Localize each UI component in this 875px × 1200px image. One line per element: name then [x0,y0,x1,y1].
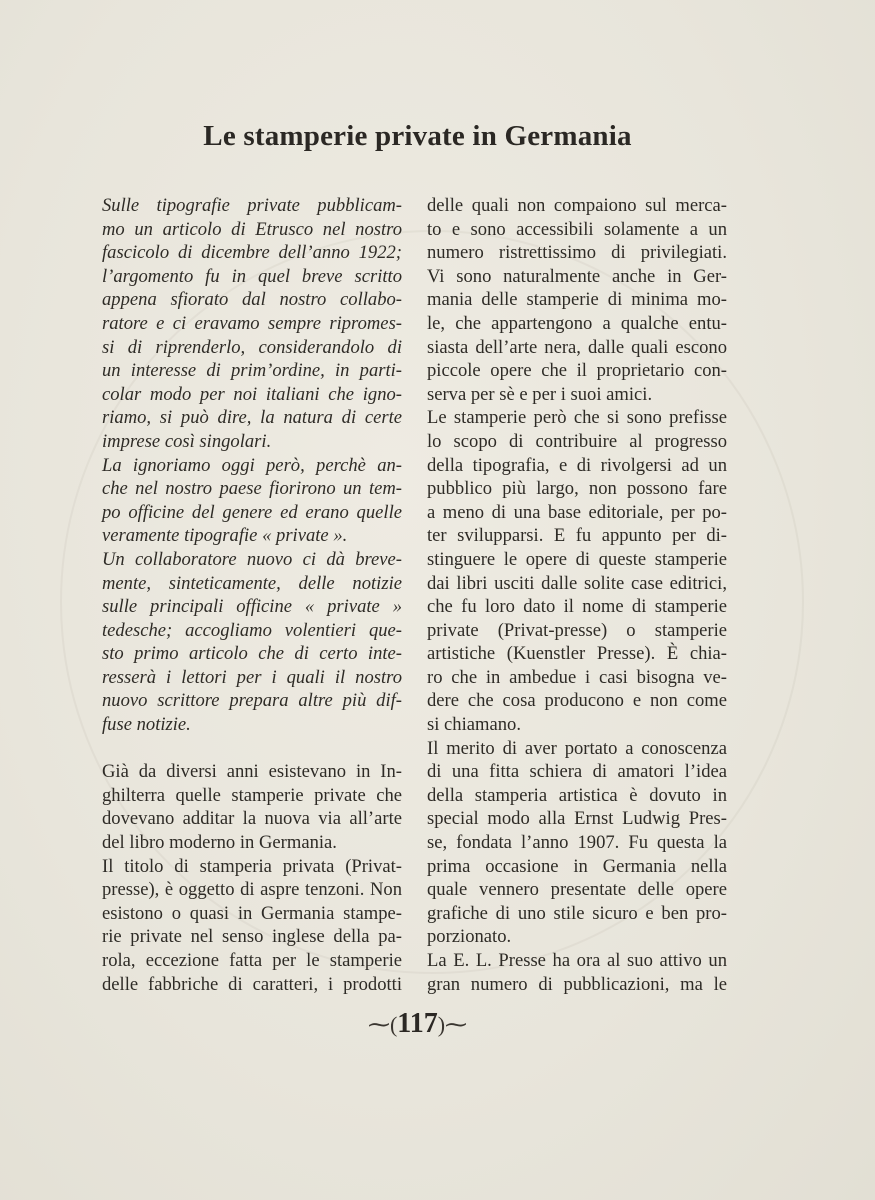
intro-line: La ignoriamo oggi però, perchè an- [102,454,402,476]
page-number [0,1008,835,1040]
body-line: le, che appartengono a qualche entu- [427,312,727,334]
intro-line: resserà i lettori per i quali il nostro [102,666,402,688]
page-number-ornament-right: )⁓ [437,1012,468,1037]
body-line: ghilterra quelle stamperie private che [102,784,402,806]
body-line: Il merito di aver portato a conoscenza [427,737,727,759]
body-line: di una fitta schiera di amatori l’idea [427,761,727,783]
body-paragraph [102,760,402,996]
body-line: presse), è oggetto di aspre tenzoni. Non [102,879,402,901]
intro-line: nuovo scrittore prepara altre più dif- [102,690,402,712]
body-line: esistono o quasi in Germania stampe- [102,902,402,924]
body-line: piccole opere che il proprietario con- [427,360,727,382]
left-column [102,194,402,996]
intro-line: riamo, si può dire, la natura di certe [102,407,402,429]
body-line: a meno di una base editoriale, per po- [427,501,727,523]
body-line: pubblico più largo, non possono fare [427,478,727,500]
intro-line: sulle principali officine « private » [102,596,402,618]
body-line: ro che in ambedue i casi bisogna ve- [427,666,727,688]
intro-line: sto primo articolo che di certo inte- [102,643,402,665]
page-title: Le stamperie private in Germania [203,120,632,152]
body-line: dai libri usciti dalle solite case editrici, [427,572,727,594]
body-line: delle quali non compaiono sul merca- [427,195,727,216]
intro-line: appena sfiorato dal nostro collabo- [102,289,402,311]
intro-line: veramente tipografie « private ». [102,525,348,547]
body-line: rola, eccezione fatta per le stamperie [102,950,402,971]
body-line: rie private nel senso inglese della pa- [102,926,402,948]
body-line: se, fondata l’anno 1907. Fu questa la [427,832,727,854]
body-line: ter svilupparsi. E fu appunto per di- [427,525,727,547]
body-line: si chiamano. [427,714,521,736]
intro-line: l’argomento fu in quel breve scritto [102,265,402,287]
body-line: La E. L. Presse ha ora al suo attivo un [427,950,727,971]
intro-line: si di riprenderlo, considerandolo di [102,336,402,358]
intro-line: fuse notizie. [102,714,191,736]
body-line: delle fabbriche di caratteri, i prodotti [102,973,402,995]
body-line: siasta dell’arte nera, dalle quali escono [427,336,727,358]
body-line: dovevano additar la nuova via all’arte [102,808,402,830]
intro-line: che nel nostro paese fiorirono un tem- [102,478,402,500]
body-line: quale vennero presentate delle opere [427,879,727,901]
page-number-value: 117 [397,1008,438,1039]
body-line: dere che cosa producono e non come [427,690,727,712]
intro-line: po officine del genere ed erano quelle [102,501,402,523]
body-line: Le stamperie però che si sono prefisse [427,407,727,429]
body-line: della stamperia artistica è dovuto in [427,784,727,806]
body-line: private (Privat-presse) o stamperie [427,619,727,641]
body-line: lo scopo di contribuire al progresso [427,430,727,452]
intro-line: Un collaboratore nuovo ci dà breve- [102,548,402,570]
intro-line: mo un articolo di Etrusco nel nostro [102,218,402,240]
body-line: Vi sono naturalmente anche in Ger- [427,265,727,287]
intro-paragraph [102,194,402,737]
body-line: della tipografia, e di rivolgersi ad un [427,454,727,476]
intro-line: ratore e ci eravamo sempre ripromes- [102,312,402,334]
body-line: prima occasione in Germania nella [427,855,727,877]
body-line: serva per sè e per i suoi amici. [427,383,653,405]
body-line: del libro moderno in Germania. [102,832,337,854]
body-line: stinguere le opere di queste stamperie [427,548,727,570]
body-line: Il titolo di stamperia privata (Privat- [102,855,402,877]
body-line: special modo alla Ernst Ludwig Pres- [427,808,727,830]
body-line: Già da diversi anni esistevano in In- [102,761,402,783]
body-line: numero ristrettissimo di privilegiati. [427,242,727,264]
intro-line: colar modo per noi italiani che igno- [102,383,402,405]
body-line: to e sono accessibili solamente a un [427,218,727,240]
intro-line: fascicolo di dicembre dell’anno 1922; [102,242,402,264]
intro-line: tedesche; accogliamo volentieri que- [102,619,402,641]
paragraph-gap [102,737,402,761]
body-line: gran numero di pubblicazioni, ma le [427,973,727,995]
body-line: porzionato. [427,926,512,948]
intro-line: Sulle tipografie private pubblicam- [102,195,402,216]
body-line: artistiche (Kuenstler Presse). È chia- [427,643,727,665]
body-line: grafiche di uno stile sicuro e ben pro- [427,902,727,924]
intro-line: un interesse di prim’ordine, in parti- [102,360,402,382]
right-column [427,194,727,996]
intro-line: mente, sinteticamente, delle notizie [102,572,402,594]
body-line: che fu loro dato il nome di stamperie [427,596,727,618]
body-line: mania delle stamperie di minima mo- [427,289,727,311]
intro-line: imprese così singolari. [102,430,272,452]
page-number-ornament-left: ⁓( [367,1012,398,1037]
